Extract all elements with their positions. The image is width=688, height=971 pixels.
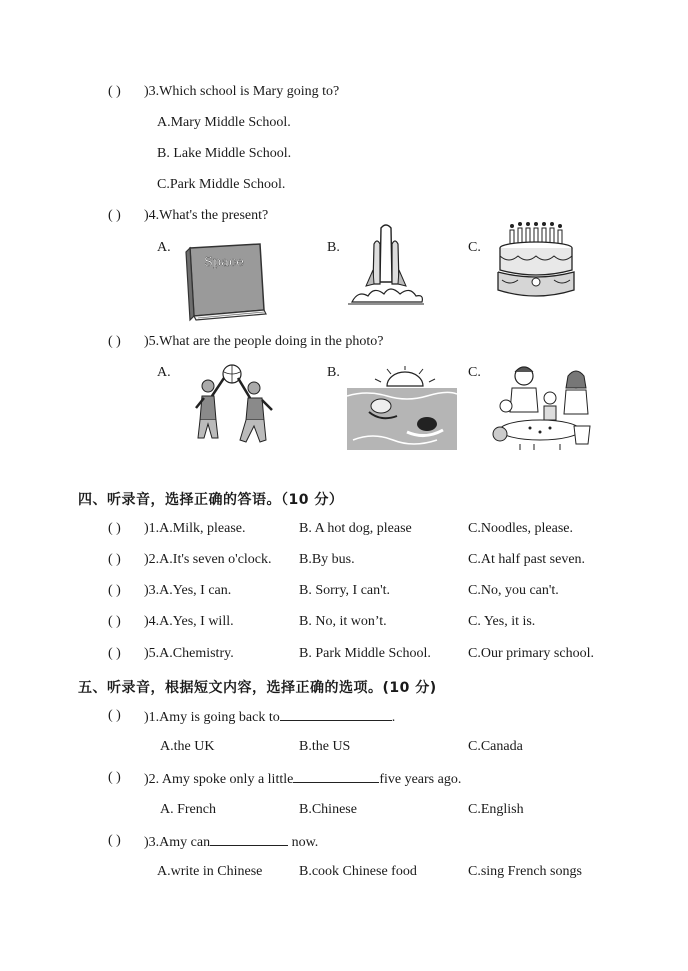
answer-bracket[interactable]: ( ): [108, 614, 121, 629]
rocket-icon[interactable]: [346, 222, 426, 308]
option-b[interactable]: B.By bus.: [299, 552, 355, 567]
option-a[interactable]: )2.A.It's seven o'clock.: [144, 552, 272, 567]
question-2-text: )2. Amy spoke only a little five years ago.: [144, 772, 462, 787]
option-c-label: C.: [468, 365, 481, 380]
option-a[interactable]: A.write in Chinese: [157, 864, 263, 879]
answer-bracket[interactable]: ( ): [108, 583, 121, 598]
question-3-text: )3.Which school is Mary going to?: [144, 84, 340, 99]
option-c[interactable]: C.No, you can't.: [468, 583, 559, 598]
swimming-sun-icon[interactable]: [347, 366, 457, 450]
answer-bracket[interactable]: ( ): [108, 84, 121, 99]
option-c[interactable]: C.At half past seven.: [468, 552, 586, 567]
section-5-heading: 五、听录音，根据短文内容，选择正确的选项。(10 分): [78, 680, 437, 696]
option-c[interactable]: C. Yes, it is.: [468, 614, 536, 629]
option-a[interactable]: A.Mary Middle School.: [157, 115, 291, 130]
answer-bracket[interactable]: ( ): [108, 646, 121, 661]
option-a[interactable]: )3.A.Yes, I can.: [144, 583, 232, 598]
option-c-label: C.: [468, 240, 481, 255]
option-a[interactable]: )5.A.Chemistry.: [144, 646, 234, 661]
answer-bracket[interactable]: ( ): [108, 552, 121, 567]
answer-bracket[interactable]: ( ): [108, 708, 121, 723]
answer-blank[interactable]: [293, 770, 379, 783]
option-a-label: A.: [157, 240, 171, 255]
option-c[interactable]: C.Park Middle School.: [157, 177, 286, 192]
option-c[interactable]: C.Our primary school.: [468, 646, 594, 661]
answer-bracket[interactable]: ( ): [108, 334, 121, 349]
option-c[interactable]: C.Noodles, please.: [468, 521, 573, 536]
question-5-text: )5.What are the people doing in the photo?: [144, 334, 384, 349]
answer-bracket[interactable]: ( ): [108, 521, 121, 536]
answer-blank[interactable]: [210, 833, 288, 846]
option-b[interactable]: B. Park Middle School.: [299, 646, 431, 661]
option-b[interactable]: B. Sorry, I can't.: [299, 583, 391, 598]
option-a[interactable]: A. French: [160, 802, 216, 817]
option-b-label: B.: [327, 240, 340, 255]
answer-bracket[interactable]: ( ): [108, 833, 121, 848]
birthday-cake-icon[interactable]: [496, 220, 580, 306]
option-b[interactable]: B.the US: [299, 739, 351, 754]
book-icon[interactable]: [180, 240, 270, 322]
option-a-label: A.: [157, 365, 171, 380]
option-b[interactable]: B. Lake Middle School.: [157, 146, 292, 161]
option-c[interactable]: C.English: [468, 802, 524, 817]
option-a[interactable]: )4.A.Yes, I will.: [144, 614, 234, 629]
family-picnic-icon[interactable]: [490, 362, 592, 454]
question-3-text: )3.Amy can now.: [144, 835, 319, 850]
question-4-text: )4.What's the present?: [144, 208, 269, 223]
question-1-text: )1.Amy is going back to .: [144, 710, 396, 725]
book-title: Space: [204, 255, 244, 270]
option-a[interactable]: )1.A.Milk, please.: [144, 521, 246, 536]
answer-bracket[interactable]: ( ): [108, 770, 121, 785]
answer-blank[interactable]: [280, 708, 392, 721]
option-b-label: B.: [327, 365, 340, 380]
option-a[interactable]: A.the UK: [160, 739, 215, 754]
option-b[interactable]: B.cook Chinese food: [299, 864, 417, 879]
section-4-heading: 四、听录音，选择正确的答语。（10 分）: [78, 492, 344, 508]
option-b[interactable]: B.Chinese: [299, 802, 357, 817]
option-c[interactable]: C.Canada: [468, 739, 523, 754]
answer-bracket[interactable]: ( ): [108, 208, 121, 223]
basketball-players-icon[interactable]: [178, 362, 282, 454]
option-c[interactable]: C.sing French songs: [468, 864, 582, 879]
option-b[interactable]: B. No, it won’t.: [299, 614, 387, 629]
option-b[interactable]: B. A hot dog, please: [299, 521, 412, 536]
